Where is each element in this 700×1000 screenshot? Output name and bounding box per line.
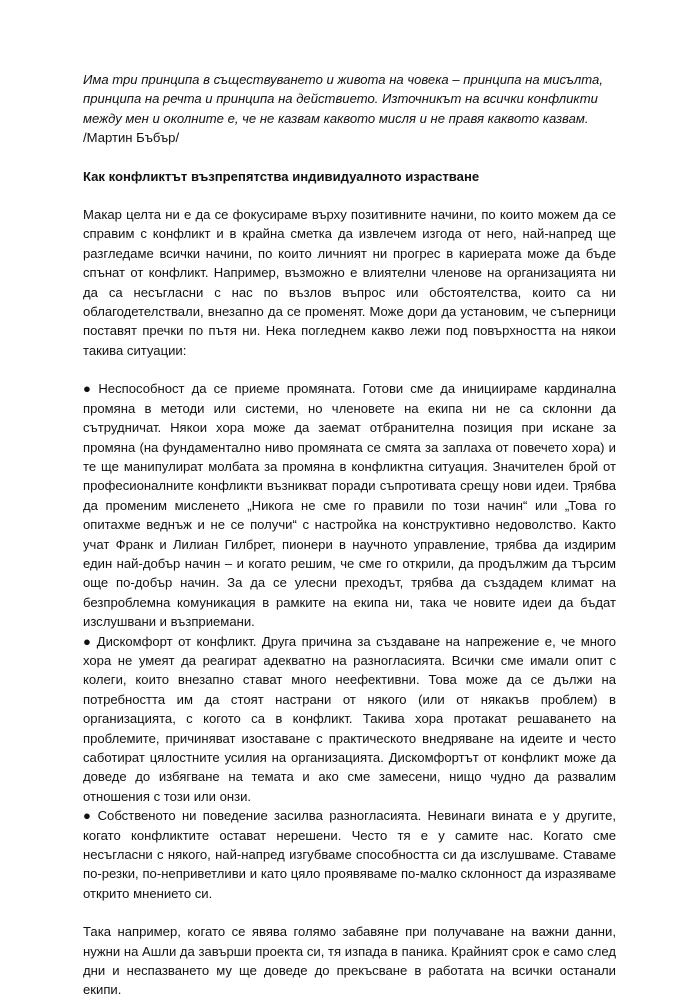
epigraph-quote	[83, 70, 616, 148]
list-item	[83, 806, 616, 903]
list-item	[83, 632, 616, 807]
intro-paragraph: Макар целта ни е да се фокусираме върху позитивните начини, по които можем да се справим с конфликт и в крайна сметка да извлечем изгода от него, най-напред ще разгледаме всички начини, по които личният ни прогрес в кариерата може да бъде спънат от конфликт. Например, възможно е влиятелни членове на организацията ни да са несъгласни с нас по възлов въпрос или обстоятелства, които са ни облагодетелствали, внезапно да се променят. Може дори да установим, че съперници поставят пречки по пътя ни. Нека погледнем какво лежи под повърхността на някои такива ситуации:	[83, 207, 616, 358]
bullet-icon: ●	[83, 381, 95, 397]
bullet-icon: ●	[83, 633, 93, 649]
quote-author: /Мартин Бъбър/	[83, 130, 180, 146]
section-heading: Как конфликтът възпрепятства индивидуалното израстване	[83, 168, 480, 184]
document-page	[83, 70, 616, 1000]
list-item-text: Собственото ни поведение засилва разногласията. Невинаги вината е у другите, когато конфликтите остават нерешени. Често тя е у самите нас. Когато сме несъгласни с някого, най-напред изгубваме способността си да изслушваме. Ставаме по-резки, по-неприветливи и като цяло проявяваме по-малко склонност да изразяваме открито мнението си.	[83, 808, 616, 901]
bullet-icon: ●	[83, 808, 94, 824]
quote-text: Има три принципа в съществуването и живота на човека – принципа на мисълта, принципа на речта и принципа на действието. Източникът на всички конфликти между мен и околните е, че не казвам каквото мисля и не правя каквото казвам.	[83, 72, 603, 126]
closing-paragraph: Така например, когато се явява голямо забавяне при получаване на важни данни, нужни на Ашли да завърши проекта си, тя изпада в паника. Крайният срок е само след дни и неспазването му ще доведе до прекъсване в работата на всички останали екипи.	[83, 924, 616, 998]
list-item-text: Дискомфорт от конфликт. Друга причина за създаване на напрежение е, че много хора не умеят да реагират адекватно на разногласията. Всички сме имали опит с колеги, които внезапно стават много неефективни. Това може да се дължи на потребността им да стоят настрани от някого (или от някакъв проблем) в организацията, с когото са в конфликт. Такива хора протакат решаването на проблемите, причиняват изоставане с практическото внедряване на идеите и често саботират цялостните усилия на организацията. Дискомфортът от конфликт може да доведе до избягване на темата и ако сме замесени, нищо чудно да развалим отношения с този или онзи.	[83, 633, 616, 804]
list-item	[83, 379, 616, 631]
list-item-text: Неспособност да се приеме промяната. Готови сме да инициираме кардинална промяна в методи или системи, но членовете на екипа ни не са склонни да сътрудничат. Някои хора може да заемат отбранителна позиция при искане за промяна (на фундаментално ниво промяната се смята за заплаха от повечето хора) и те ще манипулират молбата за промяна в конфликтна ситуация. Значителен брой от професионалните конфликти възникват поради съпротивата срещу нови идеи. Трябва да променим мисленето „Никога не сме го правили по този начин“ или „Това го опитахме веднъж и не се получи“ с настройка на конструктивно недоволство. Както учат Франк и Лилиан Гилбрет, пионери в научното управление, трябва да издирим един най-добър начин – и когато решим, че сме го открили, да продължим да търсим още по-добър начин. За да се улесни преходът, трябва да създадем климат на безпроблемна комуникация в рамките на екипа ни, така че новите идеи да бъдат изслушвани и възприемани.	[83, 381, 616, 630]
bullet-list	[83, 379, 616, 903]
